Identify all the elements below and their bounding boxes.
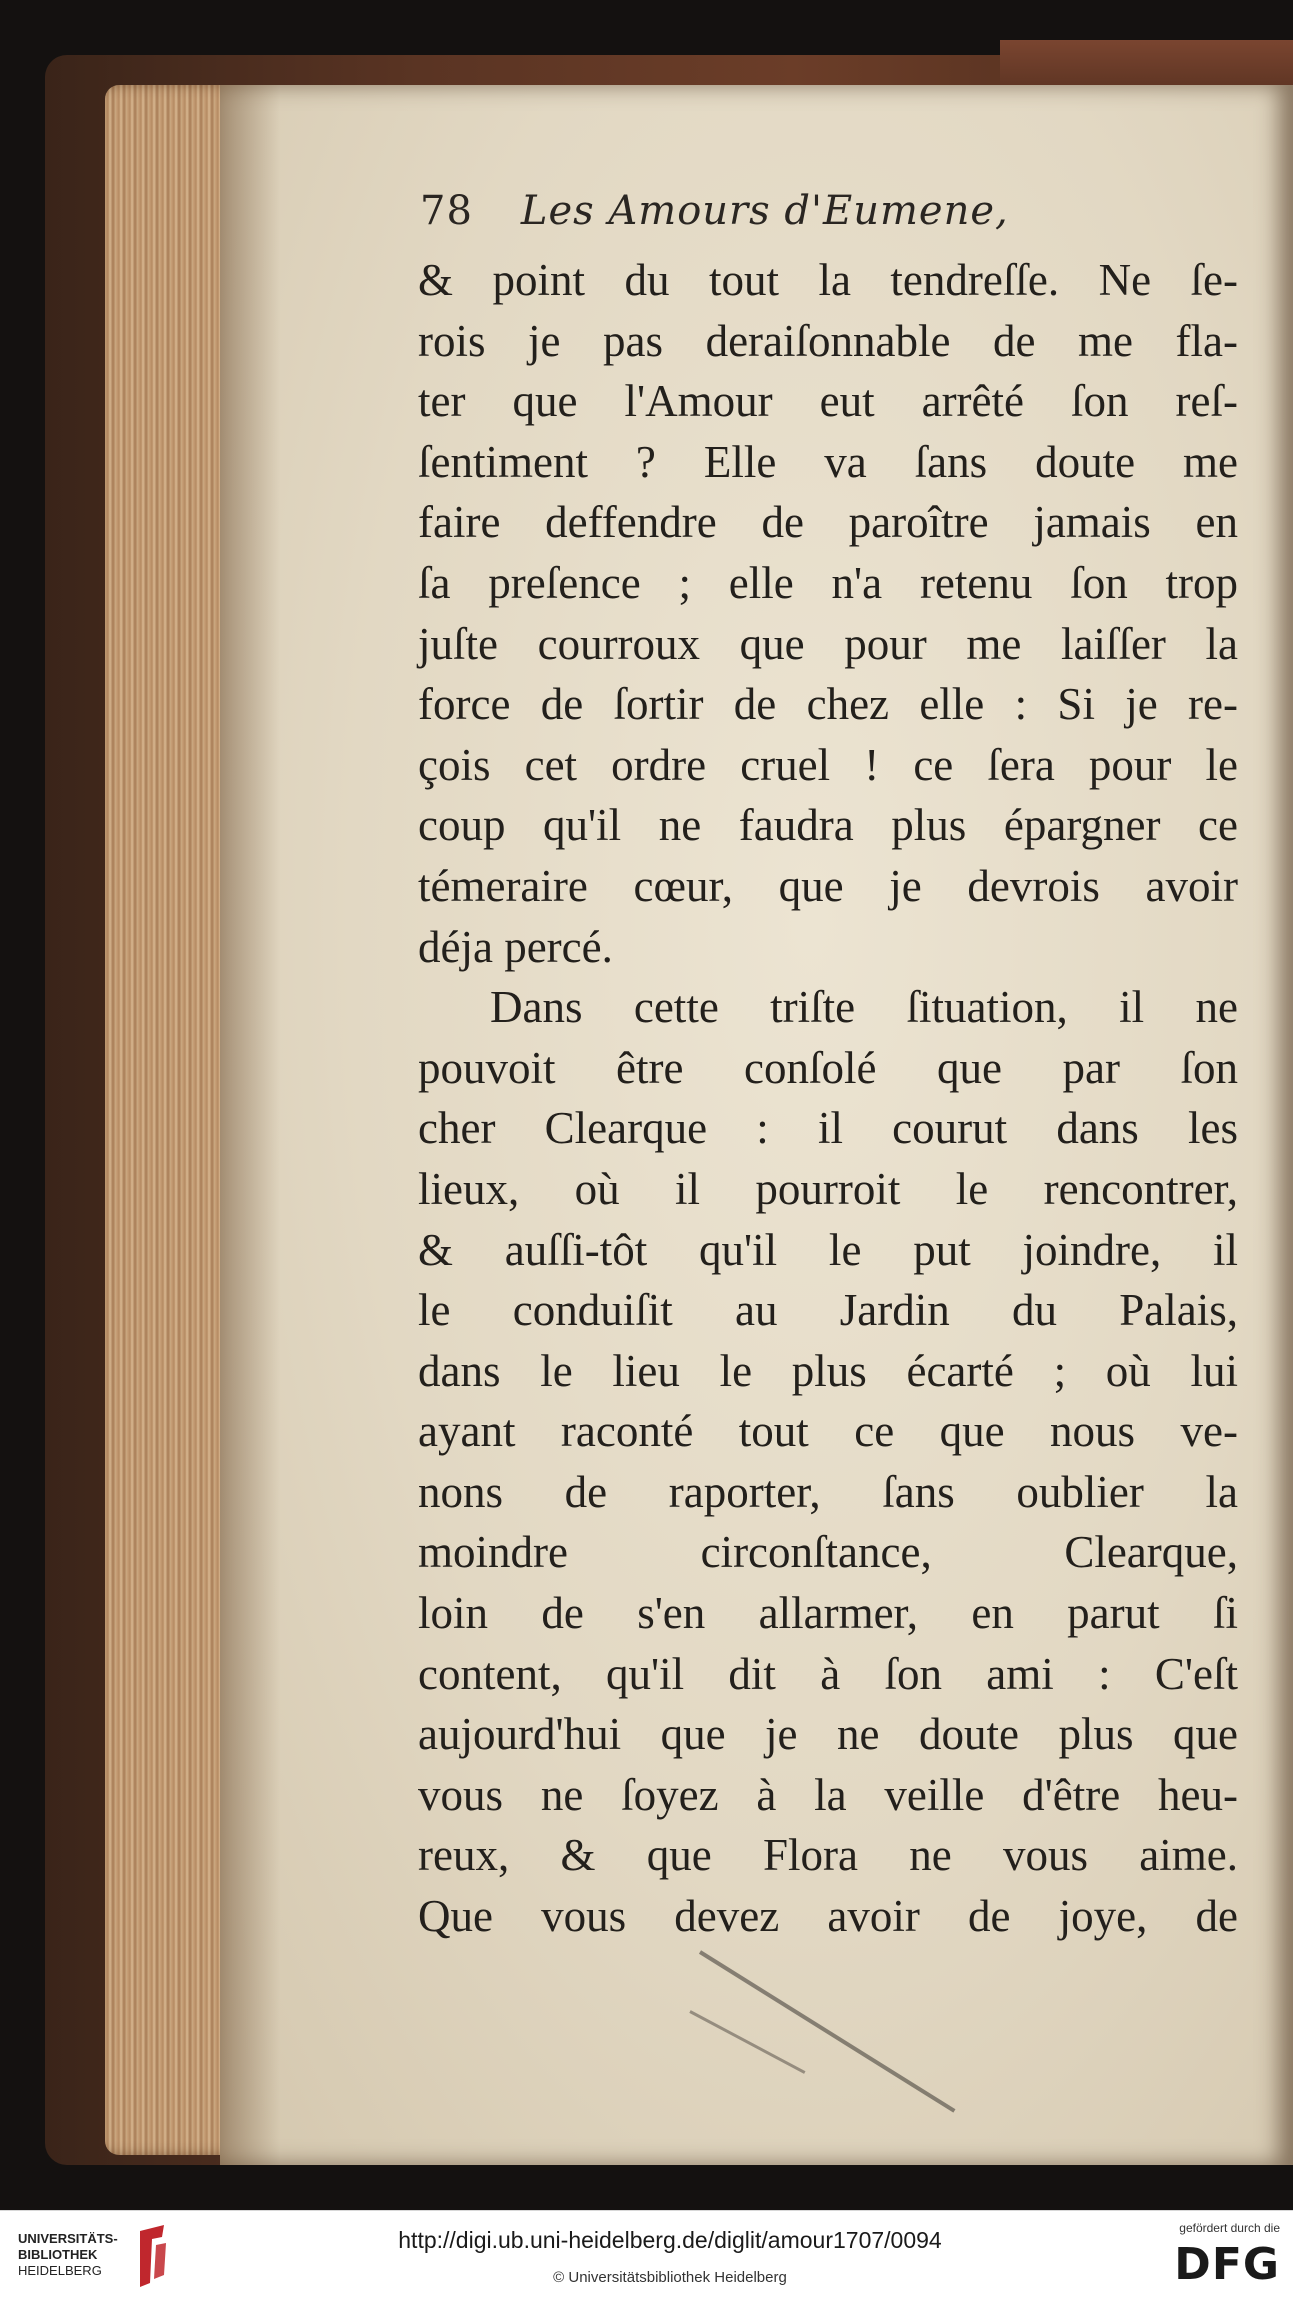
- text-line: ayant raconté tout ce que nous ve-: [418, 1406, 1238, 1457]
- text-line: reux, & que Flora ne vous aime.: [418, 1830, 1238, 1881]
- text-line: juſte courroux que pour me laiſſer la: [418, 618, 1238, 669]
- text-line: Que vous devez avoir de joye, de: [418, 1891, 1238, 1942]
- running-title: Les Amours d'Eumene,: [520, 188, 1009, 234]
- text-line: cher Clearque : il courut dans les: [418, 1103, 1238, 1154]
- text-line: force de ſortir de chez elle : Si je re-: [418, 679, 1238, 730]
- library-logo-icon: [132, 2223, 172, 2289]
- running-head: [420, 188, 1240, 234]
- text-line: loin de s'en allarmer, en parut ſi: [418, 1588, 1238, 1639]
- library-name-line: BIBLIOTHEK: [18, 2247, 98, 2262]
- library-logo[interactable]: [18, 2231, 148, 2279]
- dfg-logo[interactable]: DFG: [1174, 2239, 1280, 2290]
- text-line: çois cet ordre cruel ! ce ſera pour le: [418, 739, 1238, 790]
- text-line: vous ne ſoyez à la veille d'être heu-: [418, 1769, 1238, 1820]
- text-line: pouvoit être conſolé que par ſon: [418, 1042, 1238, 1093]
- funding-note: gefördert durch die: [1179, 2221, 1280, 2235]
- library-name-line: HEIDELBERG: [18, 2263, 102, 2278]
- text-line: lieux, où il pourroit le rencontrer,: [418, 1163, 1238, 1214]
- text-line: déja percé.: [418, 921, 613, 972]
- permalink-url[interactable]: http://digi.ub.uni-heidelberg.de/diglit/amour1707/0094: [398, 2227, 942, 2253]
- page-text: [418, 250, 1238, 1947]
- text-line: Dans cette triſte ſituation, il ne: [490, 982, 1238, 1033]
- text-line: dans le lieu le plus écarté ; où lui: [418, 1345, 1238, 1396]
- text-line: & auſſi-tôt qu'il le put joindre, il: [418, 1224, 1238, 1275]
- text-line: & point du tout la tendreſſe. Ne ſe-: [418, 255, 1238, 305]
- text-line: le conduiſit au Jardin du Palais,: [418, 1285, 1238, 1336]
- text-line: coup qu'il ne faudra plus épargner ce: [418, 800, 1238, 851]
- viewer-footer: [0, 2210, 1293, 2301]
- copyright-notice: © Universitätsbibliothek Heidelberg: [553, 2269, 787, 2286]
- text-line: faire deffendre de paroître jamais en: [418, 497, 1238, 548]
- text-line: aujourd'hui que je ne doute plus que: [418, 1709, 1238, 1760]
- text-line: rois je pas deraiſonnable de me fla-: [418, 315, 1238, 366]
- text-line: moindre circonſtance, Clearque,: [418, 1527, 1238, 1578]
- text-line: ter que l'Amour eut arrêté ſon reſ-: [418, 376, 1238, 427]
- gutter-shadow: [220, 85, 280, 2165]
- text-line: content, qu'il dit à ſon ami : C'eſt: [418, 1648, 1238, 1699]
- text-line: ſentiment ? Elle va ſans doute me: [418, 436, 1238, 487]
- text-line: nons de raporter, ſans oublier la: [418, 1466, 1238, 1517]
- library-name-line: UNIVERSITÄTS-: [18, 2231, 118, 2246]
- text-line: ſa preſence ; elle n'a retenu ſon trop: [418, 557, 1238, 608]
- page-number: 78: [420, 188, 473, 234]
- text-line: témeraire cœur, que je devrois avoir: [418, 860, 1238, 911]
